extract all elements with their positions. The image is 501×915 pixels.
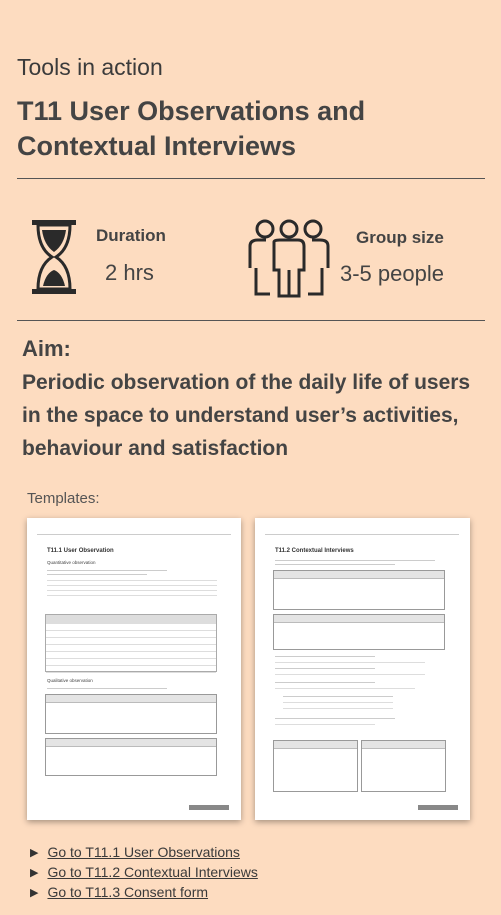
template-thumbnail-user-observation[interactable] — [27, 518, 241, 820]
link-contextual-interviews[interactable] — [30, 862, 258, 882]
triangle-right-icon: ▶ — [30, 886, 39, 899]
link-text[interactable]: Go to T11.3 Consent form — [47, 884, 209, 900]
templates-label: Templates: — [27, 490, 100, 507]
duration-value: 2 hrs — [105, 260, 154, 285]
template-title: T11.2 Contextual Interviews — [275, 548, 354, 554]
people-group-icon — [244, 218, 334, 298]
section-label: Tools in action — [17, 54, 163, 80]
link-text[interactable]: Go to T11.1 User Observations — [47, 844, 240, 860]
page-title: T11 User Observations and Contextual Interviews — [17, 96, 366, 161]
triangle-right-icon: ▶ — [30, 846, 39, 859]
triangle-right-icon: ▶ — [30, 866, 39, 879]
divider-middle — [17, 320, 485, 321]
aim-text: Periodic observation of the daily life of users in the space to understand user’s activities, behaviour and satisfaction — [22, 371, 471, 460]
template-title: T11.1 User Observation — [47, 548, 114, 554]
divider-top — [17, 178, 485, 179]
template-thumbnail-contextual-interviews[interactable] — [255, 518, 470, 820]
template-section: Quantitative observation — [47, 560, 96, 565]
template-links — [30, 842, 258, 902]
aim-label: Aim: — [22, 336, 71, 361]
link-consent-form[interactable] — [30, 882, 258, 902]
link-text[interactable]: Go to T11.2 Contextual Interviews — [47, 864, 258, 880]
hourglass-icon — [30, 218, 78, 296]
group-size-value: 3-5 people — [340, 261, 444, 286]
template-section: Qualitative observation — [47, 678, 93, 683]
group-size-label: Group size — [356, 228, 444, 247]
duration-label: Duration — [96, 226, 166, 245]
link-user-observations[interactable] — [30, 842, 258, 862]
